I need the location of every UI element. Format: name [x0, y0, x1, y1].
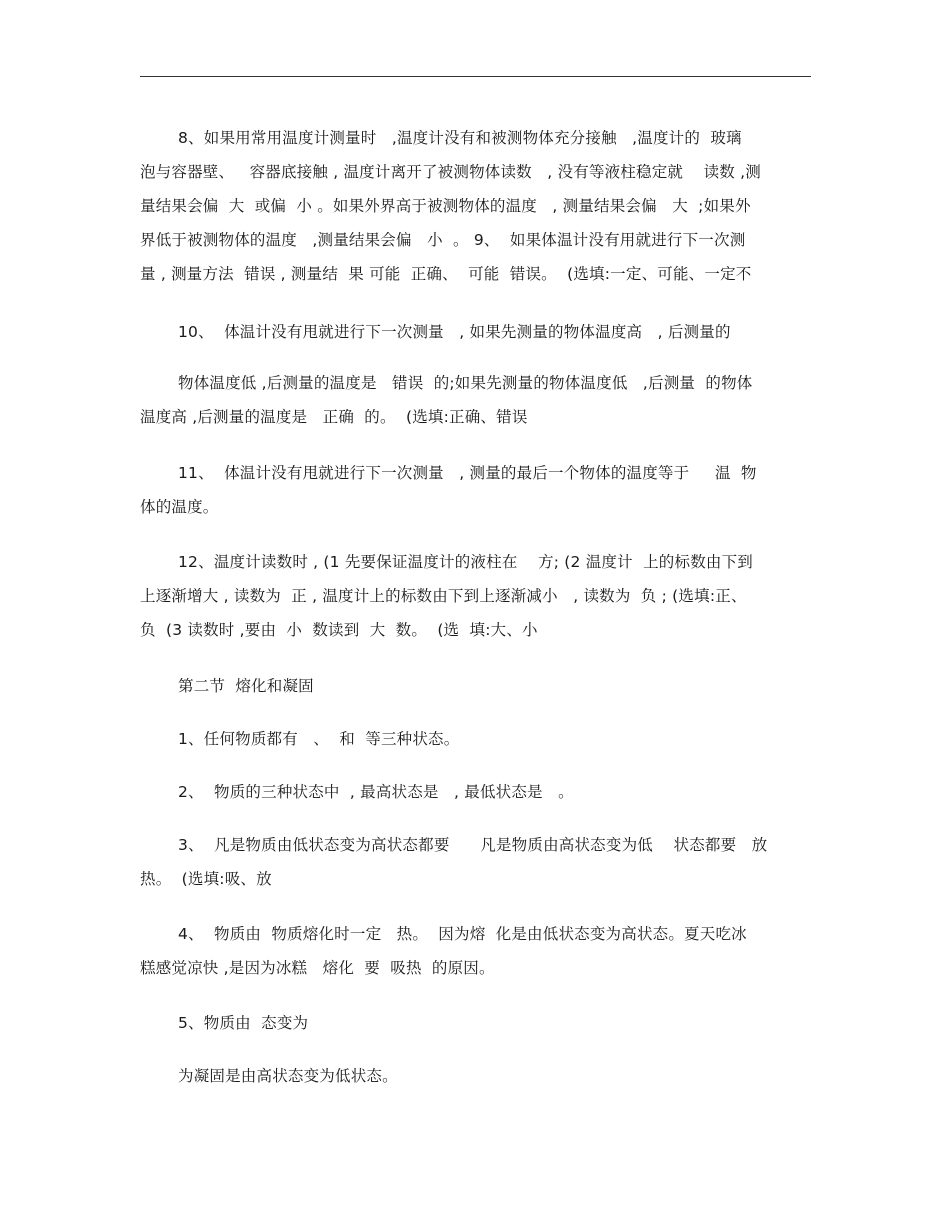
text-line: 4、 物质由 物质熔化时一定 热。 因为熔 化是由低状态变为高状态。夏天吃冰	[178, 925, 747, 943]
text-line: 上逐渐增大 , 读数为 正 , 温度计上的标数由下到上逐渐减小 , 读数为 负 ; (选填:正、	[140, 587, 747, 605]
text-line: 热。 (选填:吸、放	[140, 870, 272, 888]
text-line: 12、温度计读数时 , (1 先要保证温度计的液柱在 方; (2 温度计 上的标数由下到	[178, 553, 753, 571]
section-heading	[140, 669, 811, 703]
header-rule	[140, 76, 811, 77]
question-4	[140, 917, 811, 985]
question-5-continued	[140, 1059, 811, 1093]
section-title: 第二节 熔化和凝固	[178, 677, 314, 695]
text-line: 负 (3 读数时 ,要由 小 数读到 大 数。 (选 填:大、小	[140, 621, 538, 639]
question-5	[140, 1006, 811, 1040]
text-line: 为凝固是由高状态变为低状态。	[178, 1067, 398, 1085]
paragraph-12	[140, 545, 811, 647]
text-line: 温度高 ,后测量的温度是 正确 的。 (选填:正确、错误	[140, 408, 528, 426]
text-line: 3、 凡是物质由低状态变为高状态都要 凡是物质由高状态变为低 状态都要 放	[178, 836, 768, 854]
paragraph-10	[140, 315, 811, 349]
paragraph-8-9	[140, 121, 811, 291]
text-line: 泡与容器壁、 容器底接触 , 温度计离开了被测物体读数 , 没有等液柱稳定就 读数 ,测	[140, 163, 761, 181]
paragraph-11	[140, 456, 811, 524]
text-line: 2、 物质的三种状态中 , 最高状态是 , 最低状态是 。	[178, 783, 574, 801]
text-line: 界低于被测物体的温度 ,测量结果会偏 小 。 9、 如果体温计没有用就进行下一次测	[140, 231, 746, 249]
question-3	[140, 828, 811, 896]
text-line: 糕感觉凉快 ,是因为冰糕 熔化 要 吸热 的原因。	[140, 959, 495, 977]
text-line: 体的温度。	[140, 498, 219, 516]
text-line: 量 , 测量方法 错误 , 测量结 果 可能 正确、 可能 错误。 (选填:一定、可能、一定不	[140, 265, 752, 283]
text-line: 10、 体温计没有甩就进行下一次测量 , 如果先测量的物体温度高 , 后测量的	[178, 323, 731, 341]
question-2	[140, 775, 811, 809]
paragraph-10-continued	[140, 366, 811, 434]
text-line: 8、如果用常用温度计测量时 ,温度计没有和被测物体充分接触 ,温度计的 玻璃	[178, 129, 742, 147]
text-line: 物体温度低 ,后测量的温度是 错误 的;如果先测量的物体温度低 ,后测量 的物体	[178, 374, 753, 392]
text-line: 11、 体温计没有甩就进行下一次测量 , 测量的最后一个物体的温度等于 温 物	[178, 464, 757, 482]
text-line: 量结果会偏 大 或偏 小 。如果外界高于被测物体的温度 , 测量结果会偏 大 ;如果外	[140, 197, 751, 215]
text-line: 1、任何物质都有 、 和 等三种状态。	[178, 730, 460, 748]
text-line: 5、物质由 态变为	[178, 1014, 309, 1032]
question-1	[140, 722, 811, 756]
